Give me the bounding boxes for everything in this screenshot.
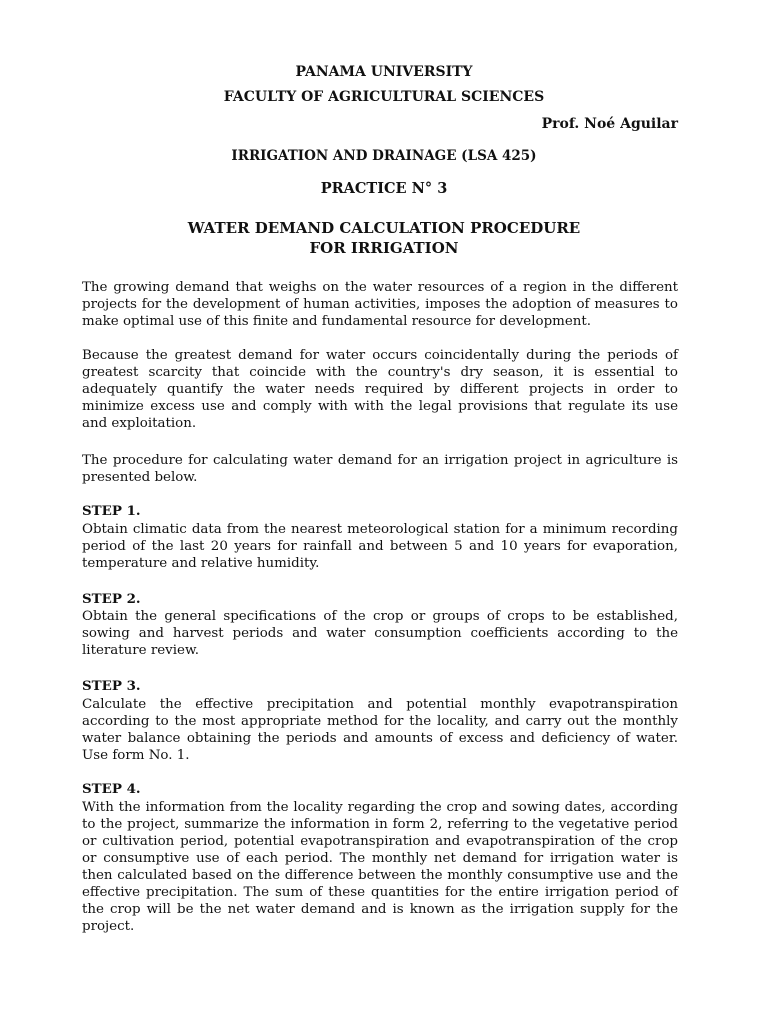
- step-text: Calculate the effective precipitation and potential monthly evapotranspiration according to the most appropriate method for the locality, and carry out the monthly water balance obtaining the periods and amounts of excess and deficiency of water. Use form No. 1.: [82, 697, 678, 763]
- step-heading: STEP 1.: [82, 503, 141, 519]
- step-heading: STEP 2.: [82, 591, 141, 607]
- intro-paragraph: Because the greatest demand for water occurs coincidentally during the periods of greatest scarcity that coincide with the country's dry season, it is essential to adequately quantify the water needs required by different projects in order to minimize excess use and comply with with the legal provisions that regulate its use and exploitation.: [82, 348, 678, 431]
- course-title: IRRIGATION AND DRAINAGE (LSA 425): [231, 148, 537, 164]
- document-title-line-2: FOR IRRIGATION: [309, 239, 459, 257]
- step-heading: STEP 4.: [82, 781, 141, 797]
- practice-number: PRACTICE N° 3: [320, 180, 448, 197]
- faculty-name: FACULTY OF AGRICULTURAL SCIENCES: [223, 89, 545, 105]
- step-heading: STEP 3.: [82, 678, 141, 694]
- intro-paragraph: The procedure for calculating water demand for an irrigation project in agriculture is presented below.: [82, 453, 678, 485]
- intro-paragraph: The growing demand that weighs on the water resources of a region in the different projects for the development of human activities, imposes the adoption of measures to make optimal use of this finite and fundamental resource for development.: [82, 280, 678, 329]
- step-text: Obtain climatic data from the nearest meteorological station for a minimum recording period of the last 20 years for rainfall and between 5 and 10 years for evaporation, temperature and relative humidity.: [82, 522, 678, 571]
- document-title-line-1: WATER DEMAND CALCULATION PROCEDURE: [187, 219, 581, 237]
- university-name: PANAMA UNIVERSITY: [295, 64, 473, 80]
- professor-name: Prof. Noé Aguilar: [541, 116, 678, 132]
- step-text: Obtain the general specifications of the crop or groups of crops to be established, sowing and harvest periods and water consumption coefficients according to the literature review.: [82, 609, 678, 658]
- step-text: With the information from the locality regarding the crop and sowing dates, according to the project, summarize the information in form 2, referring to the vegetative period or cultivation period, potential evapotranspiration and evapotranspiration of the crop or consumptive use of each period. The monthly net demand for irrigation water is then calculated based on the difference between the monthly consumptive use and the effective precipitation. The sum of these quantities for the entire irrigation period of the crop will be the net water demand and is known as the irrigation supply for the project.: [82, 800, 678, 934]
